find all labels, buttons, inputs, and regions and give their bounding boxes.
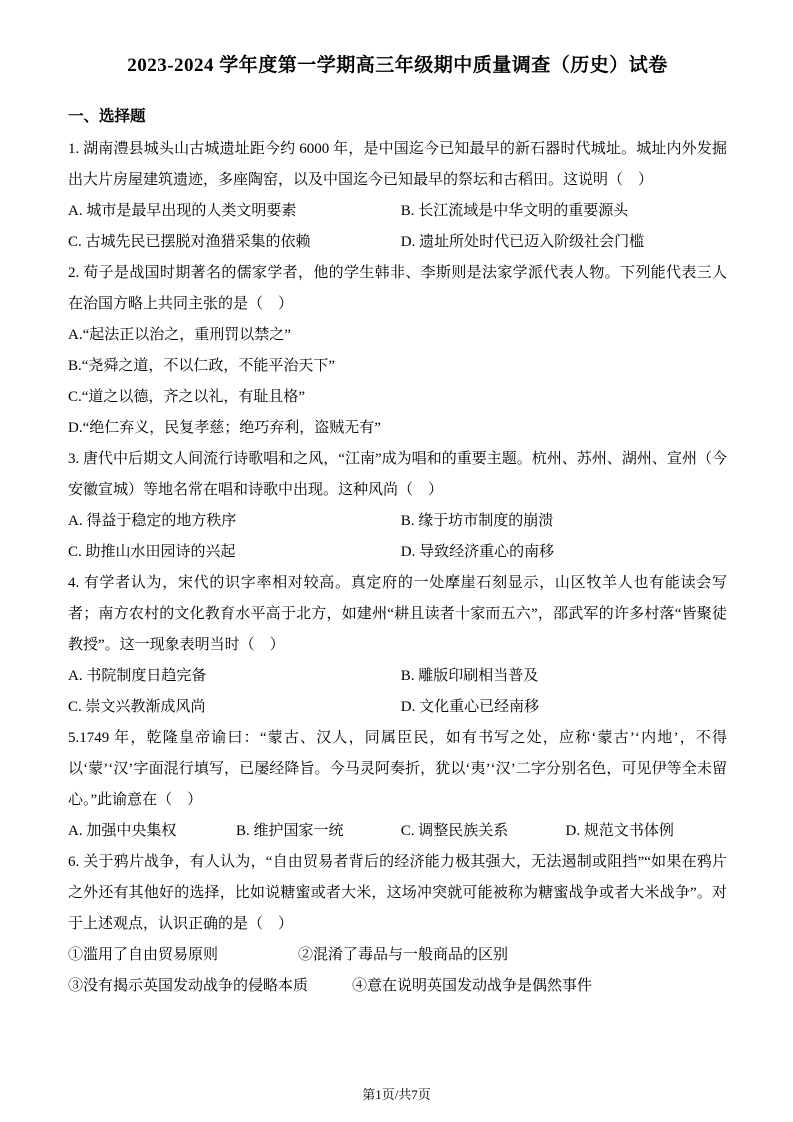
question-4 [68,568,727,723]
question-6-options [68,940,727,1002]
question-2 [68,258,727,444]
question-6-option-4: ④意在说明英国发动战争是偶然事件 [352,978,593,994]
question-5-option-c: C. 调整民族关系 [400,823,509,839]
question-4-option-a: A. 书院制度日趋完备 [68,668,207,684]
question-3-option-a: A. 得益于稳定的地方秩序 [68,513,237,529]
question-1-stem: 1. 湖南澧县城头山古城遗址距今约 6000 年，是中国迄今已知最早的新石器时代城址。城址内外发掘出大片房屋建筑遗迹，多座陶窑，以及中国迄今已知最早的祭坛和古稻田。这说明（ ） [68,141,727,188]
question-6 [68,847,727,1002]
question-2-option-a: A.“起法正以治之，重刑罚以禁之” [68,327,291,343]
question-2-option-b: B.“尧舜之道，不以仁政，不能平治天下” [68,358,336,374]
question-3 [68,444,727,568]
question-4-option-c: C. 崇文兴教渐成风尚 [68,699,206,715]
paper-title: 2023-2024 学年度第一学期高三年级期中质量调查（历史）试卷 [127,55,668,76]
question-1-option-d: D. 遗址所处时代已迈入阶级社会门槛 [400,234,645,250]
question-2-option-c: C.“道之以德，齐之以礼，有耻且格” [68,389,306,405]
question-4-stem: 4. 有学者认为，宋代的识字率相对较高。真定府的一处摩崖石刻显示，山区牧羊人也有能读会写者；南方农村的文化教育水平高于北方，如建州“耕且读者十家而五六”，邵武军的许多村落“皆聚徒教授”。这一现象表明当时（ ） [68,575,727,653]
section-header-multiple-choice: 一、选择题 [68,108,146,125]
question-5-stem: 5.1749 年，乾隆皇帝谕曰：“蒙古、汉人，同属臣民，如有书写之处，应称‘蒙古’‘内地’，不得以‘蒙’‘汉’字面混行填写，已屡经降旨。今马灵阿奏折，犹以‘夷’‘汉’二字分别名色，可见伊等全未留心。”此谕意在（ ） [68,730,727,808]
question-4-option-b: B. 雕版印刷相当普及 [400,668,539,684]
page-number-footer: 第1页/共7页 [362,1087,431,1102]
question-5-options [68,816,727,847]
question-5-option-a: A. 加强中央集权 [68,823,177,839]
question-6-option-1: ①滥用了自由贸易原则 [68,947,219,963]
question-5-option-d: D. 规范文书体例 [565,823,674,839]
question-3-stem: 3. 唐代中后期文人间流行诗歌唱和之风，“江南”成为唱和的重要主题。杭州、苏州、湖州、宣州（今安徽宣城）等地名常在唱和诗歌中出现。这种风尚（ ） [68,451,727,498]
question-4-option-d: D. 文化重心已经南移 [400,699,540,715]
question-3-options [68,506,727,568]
question-5-option-b: B. 维护国家一统 [236,823,344,839]
question-6-stem: 6. 关于鸦片战争，有人认为，“自由贸易者背后的经济能力极其强大，无法遏制或阻挡”“如果在鸦片之外还有其他好的选择，比如说糖蜜或者大米，这场冲突就可能被称为糖蜜战争或者大米战争”。对于上述观点，认识正确的是（ ） [68,854,727,932]
question-1-option-c: C. 古城先民已摆脱对渔猎采集的依赖 [68,234,311,250]
question-2-stem: 2. 荀子是战国时期著名的儒家学者，他的学生韩非、李斯则是法家学派代表人物。下列能代表三人在治国方略上共同主张的是（ ） [68,265,727,312]
question-4-options [68,661,727,723]
question-1-option-b: B. 长江流域是中华文明的重要源头 [400,203,629,219]
question-6-options-row-2 [68,971,727,1002]
question-2-option-d: D.“绝仁弃义，民复孝慈；绝巧弃利，盗贼无有” [68,420,381,436]
question-3-option-c: C. 助推山水田园诗的兴起 [68,544,236,560]
question-6-options-row-1 [68,940,727,971]
question-1 [68,134,727,258]
question-3-option-b: B. 缘于坊市制度的崩溃 [400,513,554,529]
question-5 [68,723,727,847]
question-1-option-a: A. 城市是最早出现的人类文明要素 [68,203,297,219]
question-2-options [68,320,727,444]
question-6-option-2: ②混淆了毒品与一般商品的区别 [298,947,509,963]
question-6-option-3: ③没有揭示英国发动战争的侵略本质 [68,978,309,994]
question-3-option-d: D. 导致经济重心的南移 [400,544,555,560]
question-1-options [68,196,727,258]
